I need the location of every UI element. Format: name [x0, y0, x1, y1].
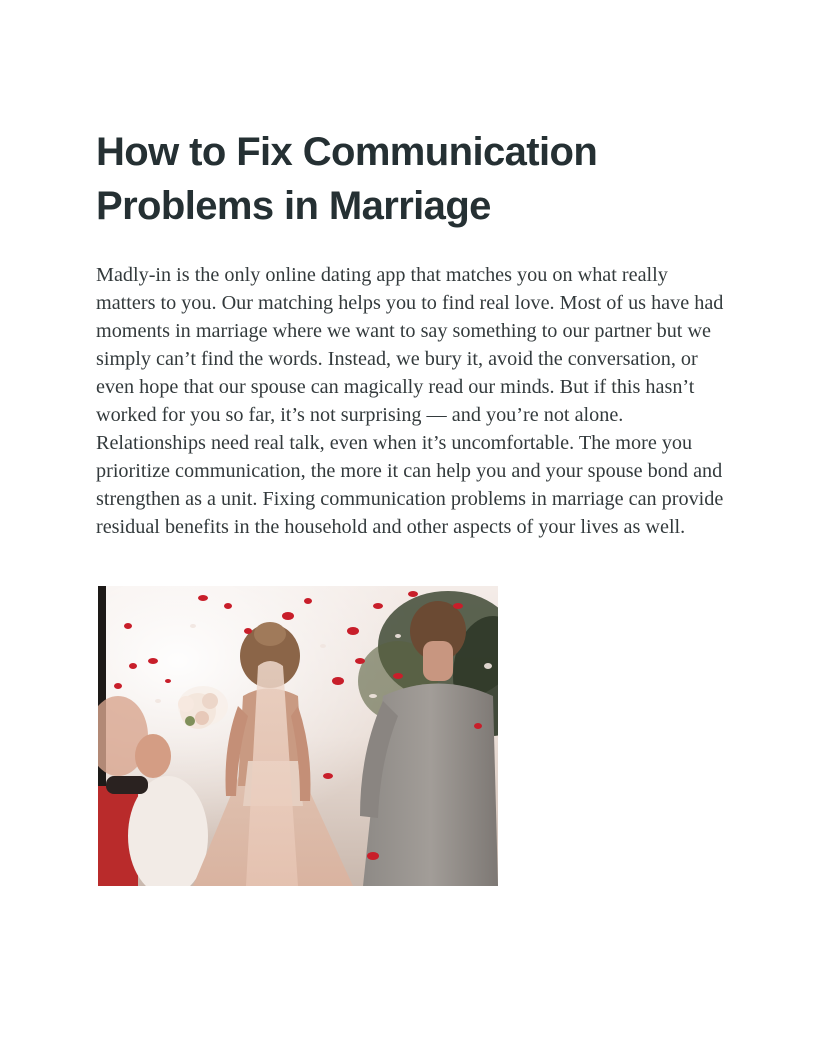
wedding-photo: [98, 586, 498, 886]
article-title: How to Fix Communication Problems in Marriage: [96, 130, 598, 228]
article-body: Madly-in is the only online dating app that matches you on what really matters to you. Our matching helps you to find real love. Most of us have had moments in marriage where we want to say something to our partner but we simply can’t find the words. Instead, we bury it, avoid the conversation, or even hope that our spouse can magically read our minds. But if this hasn’t worked for you so far, it’s not surprising — and you’re not alone. Relationships need real talk, even when it’s uncomfortable. The more you prioritize communication, the more it can help you and your spouse bond and strengthen as a unit. Fixing communication problems in marriage can provide residual benefits in the household and other aspects of your lives as well.: [96, 264, 724, 538]
